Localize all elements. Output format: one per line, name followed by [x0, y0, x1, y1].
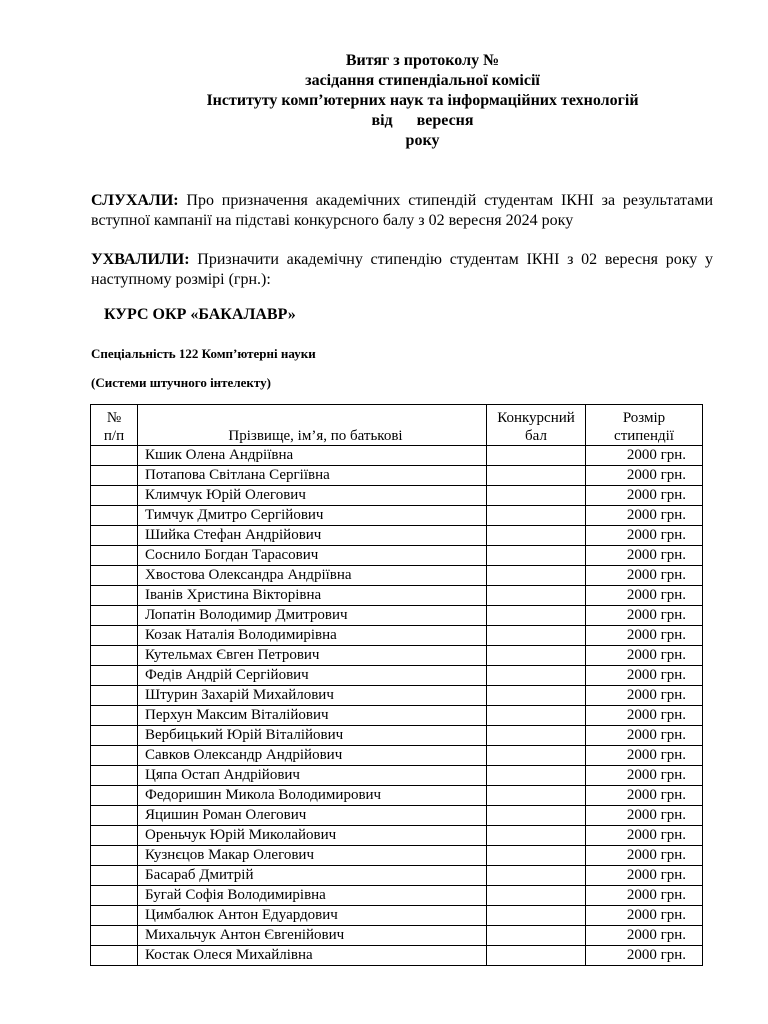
row-name: Кшик Олена Андріївна [138, 446, 487, 466]
row-name: Козак Наталія Володимирівна [138, 626, 487, 646]
row-name: Климчук Юрій Олегович [138, 486, 487, 506]
row-name: Федоришин Микола Володимирович [138, 786, 487, 806]
row-num [91, 926, 138, 946]
row-num [91, 846, 138, 866]
row-amount: 2000 грн. [586, 466, 703, 486]
row-amount: 2000 грн. [586, 486, 703, 506]
program-heading: (Системи штучного інтелекту) [91, 375, 271, 390]
row-score [487, 486, 586, 506]
row-amount: 2000 грн. [586, 946, 703, 966]
row-amount: 2000 грн. [586, 666, 703, 686]
row-num [91, 706, 138, 726]
row-score [487, 926, 586, 946]
row-amount: 2000 грн. [586, 806, 703, 826]
row-amount: 2000 грн. [586, 566, 703, 586]
decided-paragraph [91, 250, 713, 290]
row-name: Цяпа Остап Андрійович [138, 766, 487, 786]
row-score [487, 766, 586, 786]
header-amount-text: Розмір стипендії [614, 410, 674, 444]
row-num [91, 806, 138, 826]
table-row [91, 606, 703, 626]
header-line-year: року [405, 132, 440, 149]
row-name: Басараб Дмитрій [138, 866, 487, 886]
row-num [91, 746, 138, 766]
table-row [91, 506, 703, 526]
row-num [91, 646, 138, 666]
table-row [91, 946, 703, 966]
row-score [487, 626, 586, 646]
row-score [487, 546, 586, 566]
table-row [91, 706, 703, 726]
specialty-heading: Спеціальність 122 Комп’ютерні науки [91, 346, 316, 361]
row-score [487, 606, 586, 626]
table-row [91, 786, 703, 806]
row-name: Яцишин Роман Олегович [138, 806, 487, 826]
table-row [91, 886, 703, 906]
table-row [91, 526, 703, 546]
header-line-institute: Інституту комп’ютерних наук та інформаційних технологій [206, 92, 639, 109]
row-score [487, 706, 586, 726]
decided-text: Призначити академічну стипендію студентам ІКНІ з 02 вересня року у наступному розмірі (грн.): [91, 251, 713, 288]
row-amount: 2000 грн. [586, 686, 703, 706]
header-num [91, 405, 138, 446]
table-row [91, 806, 703, 826]
row-score [487, 886, 586, 906]
table-row [91, 686, 703, 706]
row-num [91, 906, 138, 926]
row-num [91, 506, 138, 526]
row-num [91, 786, 138, 806]
row-amount: 2000 грн. [586, 446, 703, 466]
table-row [91, 866, 703, 886]
table-row [91, 766, 703, 786]
row-num [91, 766, 138, 786]
row-name: Тимчук Дмитро Сергійович [138, 506, 487, 526]
scholarship-table [90, 404, 703, 966]
row-num [91, 526, 138, 546]
row-amount: 2000 грн. [586, 706, 703, 726]
row-num [91, 946, 138, 966]
row-amount: 2000 грн. [586, 786, 703, 806]
row-amount: 2000 грн. [586, 626, 703, 646]
table-row [91, 626, 703, 646]
row-amount: 2000 грн. [586, 746, 703, 766]
row-score [487, 786, 586, 806]
row-name: Костак Олеся Михайлівна [138, 946, 487, 966]
row-name: Ореньчук Юрій Миколайович [138, 826, 487, 846]
row-amount: 2000 грн. [586, 846, 703, 866]
row-num [91, 546, 138, 566]
row-score [487, 646, 586, 666]
row-score [487, 826, 586, 846]
row-score [487, 586, 586, 606]
row-score [487, 686, 586, 706]
header-line-commission: засідання стипендіальної комісії [305, 72, 540, 89]
table-body [91, 446, 703, 966]
table-row [91, 666, 703, 686]
row-score [487, 806, 586, 826]
row-name: Кутельмах Євген Петрович [138, 646, 487, 666]
header-score-text: Конкурсний бал [497, 410, 575, 444]
row-num [91, 466, 138, 486]
row-score [487, 566, 586, 586]
row-amount: 2000 грн. [586, 546, 703, 566]
table-row [91, 726, 703, 746]
row-amount: 2000 грн. [586, 906, 703, 926]
row-amount: 2000 грн. [586, 926, 703, 946]
table-row [91, 926, 703, 946]
row-amount: 2000 грн. [586, 506, 703, 526]
row-amount: 2000 грн. [586, 826, 703, 846]
header-score [487, 405, 586, 446]
row-amount: 2000 грн. [586, 726, 703, 746]
row-amount: 2000 грн. [586, 866, 703, 886]
table-row [91, 646, 703, 666]
document-header [90, 51, 755, 151]
table-header-row [91, 405, 703, 446]
row-name: Штурин Захарій Михайлович [138, 686, 487, 706]
row-name: Соснило Богдан Тарасович [138, 546, 487, 566]
row-num [91, 566, 138, 586]
row-num [91, 606, 138, 626]
header-line-date: від вересня [371, 112, 474, 129]
row-num [91, 686, 138, 706]
header-num-text: № п/п [103, 410, 125, 444]
row-num [91, 886, 138, 906]
header-amount [586, 405, 703, 446]
row-score [487, 846, 586, 866]
row-num [91, 726, 138, 746]
row-num [91, 666, 138, 686]
row-amount: 2000 грн. [586, 646, 703, 666]
row-score [487, 946, 586, 966]
decided-label: УХВАЛИЛИ: [91, 251, 190, 268]
row-amount: 2000 грн. [586, 886, 703, 906]
row-amount: 2000 грн. [586, 766, 703, 786]
row-num [91, 826, 138, 846]
header-name: Прізвище, ім’я, по батькові [138, 405, 487, 446]
row-num [91, 446, 138, 466]
row-score [487, 906, 586, 926]
table-row [91, 846, 703, 866]
row-name: Бугай Софія Володимирівна [138, 886, 487, 906]
course-heading: КУРС ОКР «БАКАЛАВР» [104, 306, 296, 323]
table-row [91, 566, 703, 586]
row-name: Кузнєцов Макар Олегович [138, 846, 487, 866]
heard-label: СЛУХАЛИ: [91, 192, 179, 209]
table-row [91, 486, 703, 506]
table-row [91, 826, 703, 846]
heard-paragraph [91, 191, 713, 231]
row-name: Савков Олександр Андрійович [138, 746, 487, 766]
row-score [487, 526, 586, 546]
row-score [487, 726, 586, 746]
row-name: Цимбалюк Антон Едуардович [138, 906, 487, 926]
row-score [487, 746, 586, 766]
row-score [487, 666, 586, 686]
row-num [91, 866, 138, 886]
table-row [91, 906, 703, 926]
row-name: Потапова Світлана Сергіївна [138, 466, 487, 486]
row-num [91, 626, 138, 646]
header-line-protocol: Витяг з протоколу № [345, 52, 500, 69]
row-amount: 2000 грн. [586, 586, 703, 606]
table-row [91, 586, 703, 606]
table-row [91, 446, 703, 466]
row-score [487, 866, 586, 886]
row-name: Вербицький Юрій Віталійович [138, 726, 487, 746]
table-row [91, 746, 703, 766]
row-name: Іванів Христина Вікторівна [138, 586, 487, 606]
row-score [487, 446, 586, 466]
row-amount: 2000 грн. [586, 526, 703, 546]
row-score [487, 506, 586, 526]
row-num [91, 486, 138, 506]
row-name: Михальчук Антон Євгенійович [138, 926, 487, 946]
row-name: Хвостова Олександра Андріївна [138, 566, 487, 586]
row-name: Шийка Стефан Андрійович [138, 526, 487, 546]
row-name: Перхун Максим Віталійович [138, 706, 487, 726]
table-row [91, 466, 703, 486]
row-score [487, 466, 586, 486]
row-amount: 2000 грн. [586, 606, 703, 626]
table-row [91, 546, 703, 566]
row-name: Лопатін Володимир Дмитрович [138, 606, 487, 626]
row-num [91, 586, 138, 606]
row-name: Федів Андрій Сергійович [138, 666, 487, 686]
heard-text: Про призначення академічних стипендій студентам ІКНІ за результатами вступної кампанії на підставі конкурсного балу з 02 вересня 2024 року [91, 192, 713, 229]
